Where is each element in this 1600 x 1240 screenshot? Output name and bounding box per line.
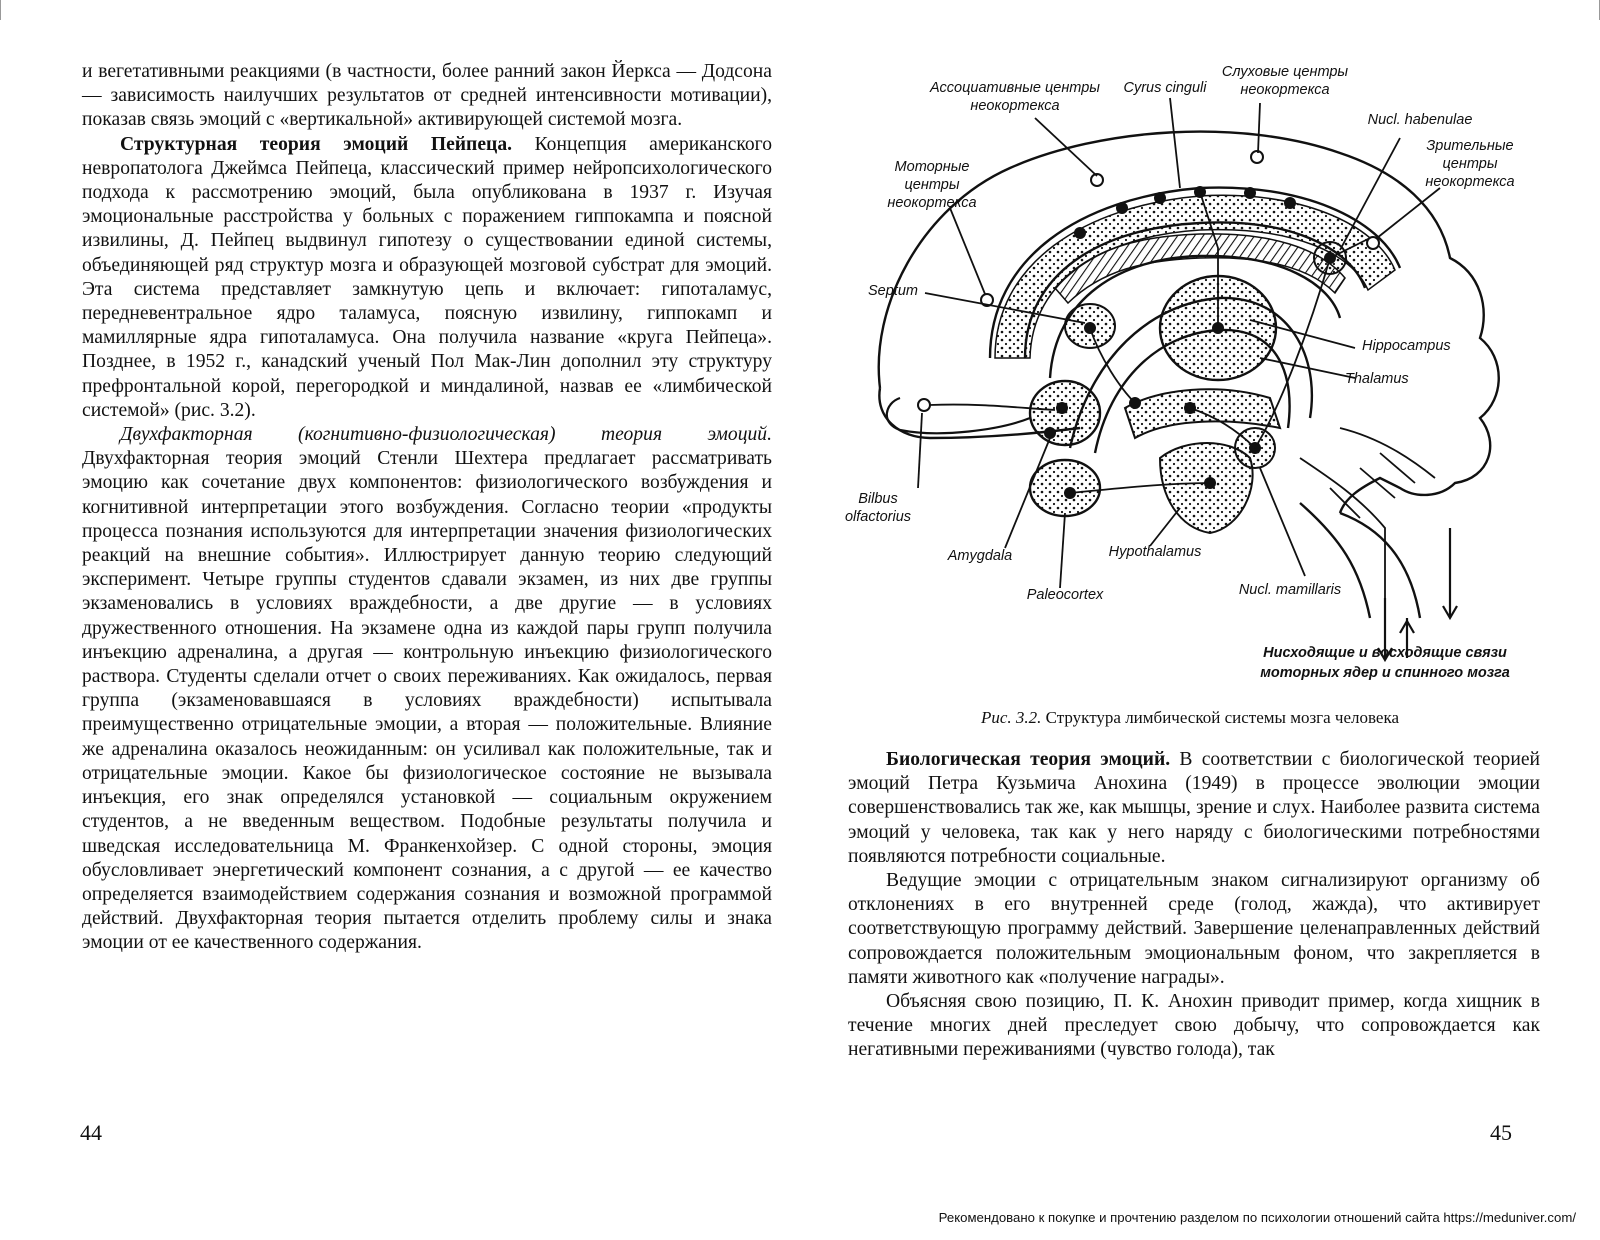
label-paleocortex: Paleocortex	[1026, 587, 1104, 603]
paleocortex-region	[1030, 460, 1100, 516]
paragraph-biological	[848, 748, 1540, 869]
label-nucl-mamillaris: Nucl. mamillaris	[1238, 582, 1342, 598]
label-motor-centers-3: неокортекса	[887, 195, 977, 211]
label-visual-centers: Зрительные	[1426, 138, 1514, 154]
paragraph-two-factor	[82, 423, 772, 955]
label-hippocampus: Hippocampus	[1362, 338, 1451, 354]
label-motor-centers-2: центры	[904, 177, 960, 193]
paragraph-papez	[82, 133, 772, 423]
section-title-biological: Биологическая теория эмоций.	[886, 749, 1171, 770]
paragraph: и вегетативными реакциями (в частности, более ранний закон Йеркса — Додсона — зависимость наилучших результатов от средней интенсивности мотивации), показав связь эмоций с «вертикальной» активирующей системой мозга.	[82, 61, 772, 131]
footer-recommendation: Рекомендовано к покупке и прочтению разделом по психологии отношений сайта https://meduniver.com/	[938, 1210, 1576, 1225]
paragraph-body: Концепция американского невропатолога Джеймса Пейпеца, классический пример нейропсихологического подхода к рассмотрению эмоций, была опубликована в 1937 г. Изучая эмоциональные расстройства у больных с поражением гиппокампа и поясной извилины, Д. Пейпец выдвинул гипотезу о существовании единой системы, объединяющей ряд структур мозга и образующей мозговой субстрат для эмоций. Эта система представляет замкнутую цепь и включает: гипоталамус, передневентральное ядро таламуса, поясную извилину, гиппокамп и мамиллярные ядра гипоталамуса. Она получила название «круга Пейпеца». Позднее, в 1952 г., канадский ученый Пол Мак-Лин дополнил эту структуру префронтальной корой, перегородкой и миндалиной, назвав ее «лимбической системой» (рис. 3.2).	[82, 133, 772, 421]
label-association-centers-2: неокортекса	[970, 98, 1060, 114]
label-septum: Septum	[868, 283, 918, 299]
label-association-centers: Ассоциативные центры	[930, 80, 1100, 96]
label-motor-centers: Моторные	[894, 159, 970, 175]
figure-caption	[930, 708, 1450, 728]
paragraph: Ведущие эмоции с отрицательным знаком сигнализируют организму об отклонениях в его внутренней среде (голод, жажда), что активирует соответствующую программу действий. Завершение целенаправленных действий сопровождается положительным эмоциональным фоном, что закрепляется в памяти животного как «получение награды».	[848, 870, 1540, 988]
label-visual-centers-2: центры	[1442, 156, 1498, 172]
label-bulbus: Bilbus	[858, 491, 898, 507]
bulbus-node	[918, 399, 930, 411]
label-visual-centers-3: неокортекса	[1425, 174, 1515, 190]
olfactory-bulb	[887, 398, 1030, 433]
paragraph: Объясняя свою позицию, П. К. Анохин приводит пример, когда хищник в течение многих дней преследует свою добычу, что сопровождается как негативными переживаниями (чувство голода), так	[848, 991, 1540, 1061]
label-olfactorius: olfactorius	[844, 509, 912, 525]
label-cyrus-cinguli: Cyrus cinguli	[1123, 80, 1207, 96]
label-auditory-centers-2: неокортекса	[1240, 82, 1330, 98]
right-page-text	[848, 748, 1540, 1063]
limbic-system-diagram	[840, 58, 1560, 698]
label-hypothalamus: Hypothalamus	[1108, 544, 1202, 560]
label-descending-connections-2: моторных ядер и спинного мозга	[1260, 665, 1510, 681]
left-page-text	[82, 60, 772, 956]
paragraph-body: Двухфакторная теория эмоций Стенли Шехтера предлагает рассматривать эмоцию как сочетание двух компонентов: физиологического возбуждения и когнитивной интерпретации этого возбуждения. Согласно теории «продукты процесса познания используются для интерпретации значения физиологических реакций на внешние события». Иллюстрирует данную теорию следующий эксперимент. Четыре группы студентов сдавали экзамен, из них две группы экзаменовались в условиях враждебности, а две другие — в условиях дружественного отношения. На экзамене одна из каждой пары групп получила инъекцию адреналина, а другая — контрольную инъекцию физиологического раствора. Студенты сделали отчет о своих переживаниях. Как ожидалось, первая группа (экзаменовавшаяся в условиях враждебности) испытывала преимущественно отрицательные эмоции, а вторая — положительные. Влияние же адреналина оказалось неожиданным: он усиливал как положительные, так и отрицательные эмоции. Какое бы физиологическое состояние не вызывала инъекция, его знак определялся установкой — социальным окружением студентов, а не введенным веществом. Подобные результаты получила и шведская исследовательница М. Франкенхойзер. С одной стороны, эмоция обусловливает энергетический компонент сознания, а с другой — ее качество определяется взаимодействием содержания сознания и возможной программой действий. Двухфакторная теория пытается отделить проблему силы и знака эмоции от ее качественного содержания.	[82, 448, 772, 954]
paragraph-body: В соответствии с биологической теорией эмоций Петра Кузьмича Анохина (1949) в процессе эволюции эмоции совершенствовались так же, как мышцы, зрение и слух. Наиболее развита система эмоций у человека, так как у него наряду с биологическими потребностями появляются потребности социальные.	[848, 749, 1541, 867]
section-title-papez: Структурная теория эмоций Пейпеца.	[120, 133, 513, 155]
figure-number: Рис. 3.2.	[980, 708, 1042, 727]
label-thalamus: Thalamus	[1345, 371, 1409, 387]
label-amygdala: Amygdala	[947, 548, 1013, 564]
page-number-left: 44	[80, 1120, 102, 1145]
label-auditory-centers: Слуховые центры	[1221, 64, 1349, 80]
label-nucl-habenulae: Nucl. habenulae	[1367, 112, 1473, 128]
figure-caption-text: Структура лимбической системы мозга человека	[1041, 708, 1400, 727]
page-number-right: 45	[1490, 1120, 1512, 1145]
section-title-two-factor: Двухфакторная (когнитивно-физиологическая) теория эмоций.	[120, 424, 772, 446]
right-page	[800, 0, 1600, 1240]
label-descending-connections: Нисходящие и восходящие связи	[1263, 645, 1507, 661]
